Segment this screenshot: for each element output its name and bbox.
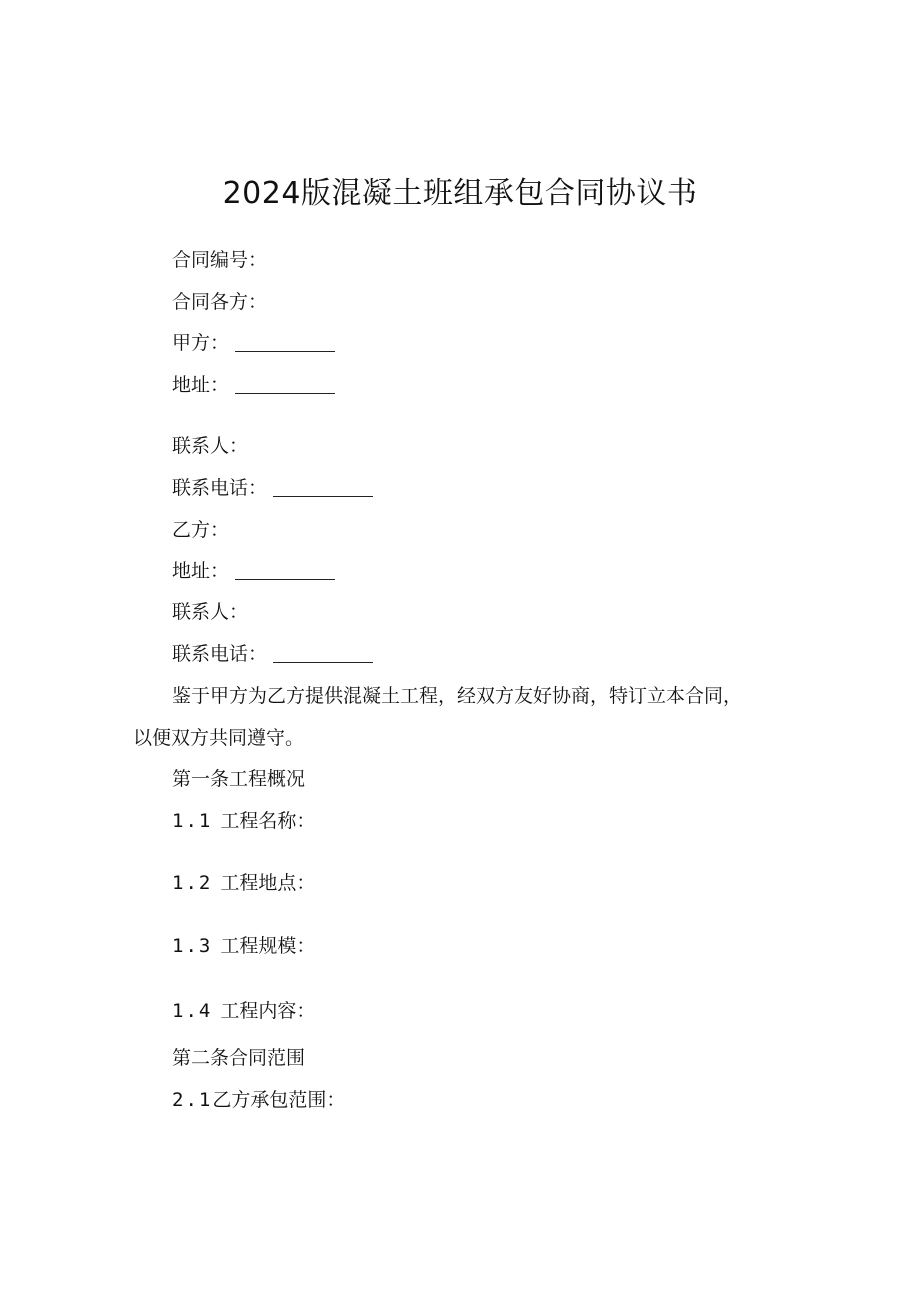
party-b-row	[172, 518, 229, 542]
article1-heading: 第一条工程概况	[172, 768, 306, 790]
contact-b-row	[172, 600, 248, 624]
address-b-blank[interactable]	[235, 565, 335, 580]
contract-parties-text: 合同各方：	[172, 291, 268, 313]
party-a-row	[172, 331, 335, 355]
phone-b-blank[interactable]	[273, 648, 373, 663]
item-text: 工程规模：	[220, 935, 316, 957]
article2-heading: 第二条合同范围	[172, 1047, 306, 1069]
phone-a-row	[172, 476, 373, 500]
contract-number-text: 合同编号：	[172, 249, 268, 271]
phone-a-label: 联系电话：	[172, 477, 268, 499]
address-a-blank[interactable]	[235, 379, 335, 394]
document-title: 2024版混凝土班组承包合同协议书	[222, 176, 698, 211]
item-number: 2.1	[172, 1089, 213, 1111]
intro-paragraph-line1: 鉴于甲方为乙方提供混凝土工程，经双方友好协商，特订立本合同，	[172, 685, 743, 707]
item-text: 工程地点：	[220, 872, 316, 894]
contact-a-label: 联系人：	[172, 435, 249, 457]
party-b-label: 乙方：	[172, 519, 230, 541]
contact-b-label: 联系人：	[172, 601, 249, 623]
phone-b-row	[172, 642, 373, 666]
address-a-row	[172, 373, 335, 397]
item-number: 1.2	[172, 872, 213, 894]
party-a-label: 甲方：	[172, 332, 230, 354]
item-number: 1.1	[172, 810, 213, 832]
article1-item	[172, 809, 315, 833]
contact-a-row	[172, 434, 248, 458]
phone-b-label: 联系电话：	[172, 643, 268, 665]
contract-parties-label	[172, 290, 267, 314]
article1-item	[172, 871, 315, 895]
article2-item	[172, 1088, 345, 1112]
item-text: 工程名称：	[220, 810, 316, 832]
item-text: 工程内容：	[220, 1000, 316, 1022]
item-text: 乙方承包范围：	[212, 1089, 346, 1111]
address-b-row	[172, 559, 335, 583]
item-number: 1.4	[172, 1000, 213, 1022]
address-b-label: 地址：	[172, 560, 230, 582]
article1-item	[172, 999, 315, 1023]
contract-number-label	[172, 248, 267, 272]
item-number: 1.3	[172, 935, 213, 957]
party-a-blank[interactable]	[235, 337, 335, 352]
phone-a-blank[interactable]	[273, 482, 373, 497]
article1-item	[172, 934, 315, 958]
address-a-label: 地址：	[172, 374, 230, 396]
intro-paragraph-line2: 以便双方共同遵守。	[133, 727, 305, 749]
